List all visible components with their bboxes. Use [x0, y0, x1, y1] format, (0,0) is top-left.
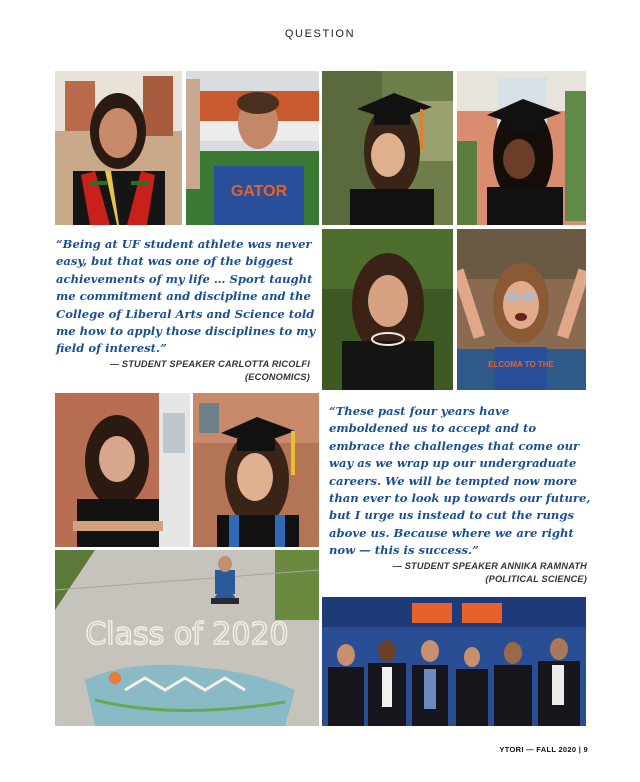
attribution-carlotta [56, 358, 310, 384]
page-footer: YTORI — FALL 2020 | 9 [499, 745, 588, 754]
photo-graduate-cap-tassel [322, 71, 453, 225]
photo-student-sunglasses [457, 229, 586, 390]
photo-student-black-top [55, 393, 190, 547]
section-header: QUESTION [284, 28, 356, 40]
tank-text: ELCOMA TO THE [488, 360, 554, 369]
speaker-name: — STUDENT SPEAKER ANNIKA RAMNATH [392, 561, 587, 571]
photo-graduate-cap-building [457, 71, 586, 225]
speaker-major: (ECONOMICS) [245, 372, 310, 382]
speaker-name: — STUDENT SPEAKER CARLOTTA RICOLFI [109, 359, 310, 369]
chalk-text: Class of 2020 [85, 617, 289, 652]
photo-graduate-blue-stole [193, 393, 319, 547]
attribution-annika [329, 560, 587, 586]
photo-student-stole [55, 71, 182, 225]
photo-group-six-students [322, 597, 586, 726]
speaker-major: (POLITICAL SCIENCE) [485, 574, 587, 584]
quote-annika: “These past four years have emboldened us to accept and to embrace the challenges that come our way as we wrap up our undergraduate careers. We will be tempted now more than ever to look up towards our future, but I urge us instead to cut the rungs above us. Because where we are right now — this is success.” [329, 404, 591, 558]
quote-carlotta: “Being at UF student athlete was never easy, but that was one of the biggest achievements of my life … Sport taught me commitment and discipline and the College of Liberal Arts and Science told me how to apply those disciplines to my field of interest.” [56, 237, 316, 356]
photo-chalk-class-of-2020 [55, 550, 319, 726]
photo-student-gator-shirt [186, 71, 319, 225]
shirt-text: GATOR [230, 183, 288, 200]
photo-student-blazer [322, 229, 453, 390]
